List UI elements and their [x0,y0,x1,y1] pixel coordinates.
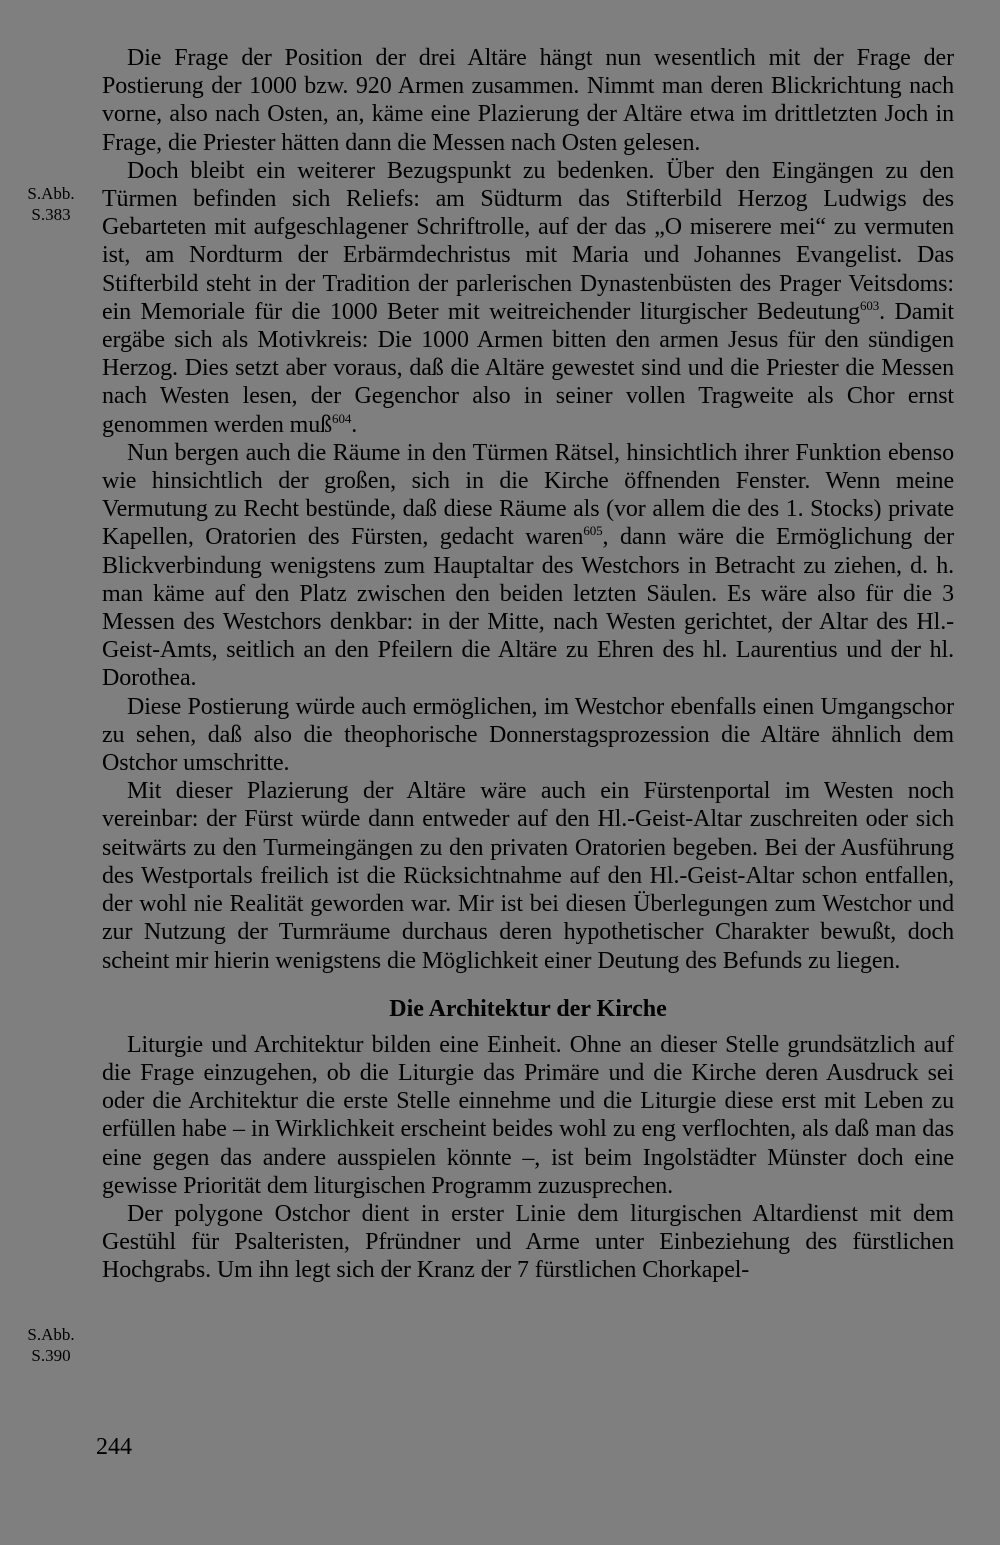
margin-note-label: S.Abb. [27,184,75,203]
paragraph: Der polygone Ostchor dient in erster Linie dem liturgischen Altardienst mit dem Gestühl für Psalteristen, Pfründner und Arme unter Einbeziehung des fürstlichen Hochgrabs. Um ihn legt sich der Kranz der 7 fürstlichen Chorkapel- [102,1200,954,1284]
paragraph: Mit dieser Plazierung der Altäre wäre auch ein Fürstenportal im Westen noch vereinbar: der Fürst würde dann entweder auf den Hl.-Geist-Altar zuschreiten oder sich seitwärts zu den Turmeingängen zu den privaten Oratorien begeben. Bei der Ausführung des Westportals freilich ist die Rücksichtnahme auf den Hl.-Geist-Altar schon entfallen, der wohl nie Realität geworden war. Mir ist bei diesen Überlegungen zum Westchor und zur Nutzung der Turmräume durchaus deren hypothetischer Charakter bewußt, doch scheint mir hierin wenigstens die Möglichkeit einer Deutung des Befunds zu liegen. [102,778,954,974]
paragraph [102,439,954,693]
paragraph: Die Frage der Position der drei Altäre hängt nun wesentlich mit der Frage der Postierung der 1000 bzw. 920 Armen zusammen. Nimmt man deren Blickrichtung nach vorne, also nach Osten, an, käme eine Plazierung der Altäre etwa im drittletzten Joch in Frage, die Priester hätten dann die Messen nach Osten gelesen. [102,45,954,156]
margin-note-figure-reference [20,1324,82,1366]
footnote-marker: 605 [583,523,603,539]
margin-note-page: S.390 [31,1346,71,1365]
margin-note-page: S.383 [31,205,71,224]
paragraph-text: Doch bleibt ein weiterer Bezugspunkt zu bedenken. Über den Eingängen zu den Türmen befinden sich Reliefs: am Südturm das Stifterbild Herzog Ludwigs des Gebarteten mit aufgeschlagener Schriftrolle, auf der das „O miserere mei“ zu vermuten ist, am Nordturm der Erbärmdechristus mit Maria und Johannes Evangelist. Das Stifterbild steht in der Tradition der parlerischen Dynastenbüsten des Prager Veitsdoms: ein Memoriale für die 1000 Beter mit weitreichender liturgischer Bedeutung [102,157,954,325]
section-heading: Die Architektur der Kirche [389,995,667,1022]
body-text-column [102,44,954,1285]
paragraph-text: . [351,411,358,438]
margin-note-figure-reference [20,183,82,225]
page-number: 244 [96,1434,132,1460]
margin-note-label: S.Abb. [27,1325,75,1344]
footnote-marker: 604 [332,410,352,426]
paragraph-text: . Damit ergäbe sich als Motivkreis: Die 1000 Armen bitten den armen Jesus für den sündigen Herzog. Dies setzt aber voraus, daß die Altäre gewestet sind und die Priester die Messen nach Westen lesen, der Gegenchor also in seiner vollen Tragweite als Chor ernst genommen werden muß [102,298,954,438]
footnote-marker: 603 [859,297,880,313]
paragraph [102,157,954,439]
paragraph: Diese Postierung würde auch ermöglichen, im Westchor ebenfalls einen Umgangschor zu sehen, daß also die theophorische Donnerstagsprozession die Altäre ähnlich dem Ostchor umschritte. [102,693,954,777]
paragraph: Liturgie und Architektur bilden eine Einheit. Ohne an dieser Stelle grundsätzlich auf die Frage einzugehen, ob die Liturgie das Primäre und die Kirche deren Ausdruck sei oder die Architektur die erste Stelle einnehme und die Liturgie diese erst mit Leben zu erfüllen habe – in Wirklichkeit erscheint beides wohl zu eng verflochten, als daß man das eine gegen das andere ausspielen könnte –, ist beim Ingolstädter Münster doch eine gewisse Priorität dem liturgischen Programm zuzusprechen. [102,1031,954,1199]
paragraph-text: , dann wäre die Ermöglichung der Blickverbindung wenigstens zum Hauptaltar des Westchors in Betracht zu ziehen, d. h. man käme auf den Platz zwischen den beiden letzten Säulen. Es wäre also für die 3 Messen des Westchors denkbar: in der Mitte, nach Westen gerichtet, der Altar des Hl.-Geist-Amts, seitlich an den Pfeilern die Altäre zu Ehren des hl. Laurentius und der hl. Dorothea. [102,524,955,692]
paragraph-text: Nun bergen auch die Räume in den Türmen Rätsel, hinsichtlich ihrer Funktion ebenso wie hinsichtlich der großen, sich in die Kirche öffnenden Fenster. Wenn meine Vermutung zu Recht bestünde, daß diese Räume als (vor allem die des 1. Stocks) private Kapellen, Oratorien des Fürsten, gedacht waren [102,439,954,551]
